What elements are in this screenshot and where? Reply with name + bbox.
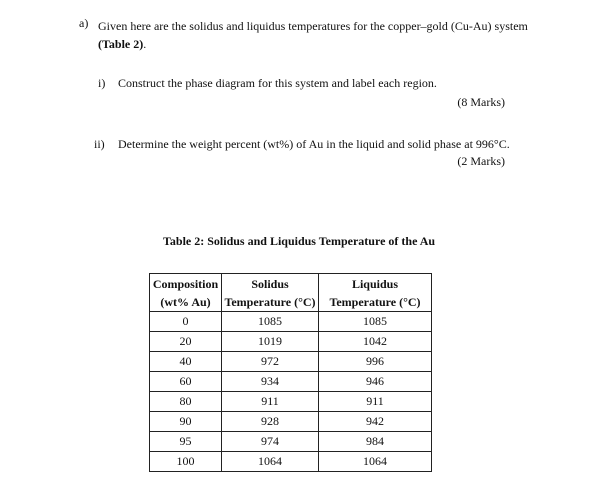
cell-solidus: 1064 [222, 452, 319, 472]
cell-composition: 20 [150, 332, 222, 352]
part-i-marks: (8 Marks) [457, 95, 505, 109]
cell-solidus: 972 [222, 352, 319, 372]
part-i-text: Construct the phase diagram for this system and label each region. [118, 76, 437, 90]
header-composition [150, 274, 222, 312]
table-row [150, 432, 432, 452]
cell-liquidus: 1085 [319, 312, 432, 332]
cell-liquidus: 942 [319, 412, 432, 432]
question-text-line2 [98, 37, 146, 52]
cell-composition: 40 [150, 352, 222, 372]
part-ii-marks: (2 Marks) [457, 154, 505, 168]
table-row [150, 312, 432, 332]
cell-liquidus: 996 [319, 352, 432, 372]
cell-liquidus: 1064 [319, 452, 432, 472]
header-solidus-line1: Solidus [251, 276, 289, 291]
question-text-line1: Given here are the solidus and liquidus temperatures for the copper–gold (Cu-Au) system [98, 19, 528, 33]
cell-solidus: 928 [222, 412, 319, 432]
cell-composition: 60 [150, 372, 222, 392]
question-text-end: . [143, 37, 147, 51]
table-row [150, 452, 432, 472]
cell-composition: 0 [150, 312, 222, 332]
cell-liquidus: 984 [319, 432, 432, 452]
table-row [150, 332, 432, 352]
header-composition-line1: Composition [152, 276, 219, 291]
header-solidus-line2: Temperature (°C) [224, 294, 316, 309]
header-liquidus [319, 274, 432, 312]
cell-solidus: 1019 [222, 332, 319, 352]
header-liquidus-line1: Liquidus [351, 276, 399, 291]
table-row [150, 392, 432, 412]
table-reference: (Table 2) [98, 37, 144, 51]
part-i-label: i) [98, 76, 106, 90]
cell-liquidus: 1042 [319, 332, 432, 352]
table-row [150, 372, 432, 392]
header-solidus [222, 274, 319, 312]
cell-solidus: 1085 [222, 312, 319, 332]
cell-solidus: 911 [222, 392, 319, 412]
cell-solidus: 934 [222, 372, 319, 392]
part-ii-label: ii) [94, 137, 105, 151]
table-header-row [150, 274, 432, 312]
header-liquidus-line2: Temperature (°C) [329, 294, 421, 309]
table-row [150, 412, 432, 432]
table-row [150, 352, 432, 372]
phase-data-table [149, 273, 432, 472]
table-caption: Table 2: Solidus and Liquidus Temperature of the Au [163, 234, 436, 248]
cell-composition: 95 [150, 432, 222, 452]
cell-composition: 90 [150, 412, 222, 432]
cell-liquidus: 946 [319, 372, 432, 392]
part-ii-text: Determine the weight percent (wt%) of Au in the liquid and solid phase at 996°C. [118, 137, 510, 151]
cell-composition: 100 [150, 452, 222, 472]
question-label: a) [79, 16, 89, 30]
cell-composition: 80 [150, 392, 222, 412]
cell-solidus: 974 [222, 432, 319, 452]
cell-liquidus: 911 [319, 392, 432, 412]
header-composition-line2: (wt% Au) [160, 294, 211, 309]
